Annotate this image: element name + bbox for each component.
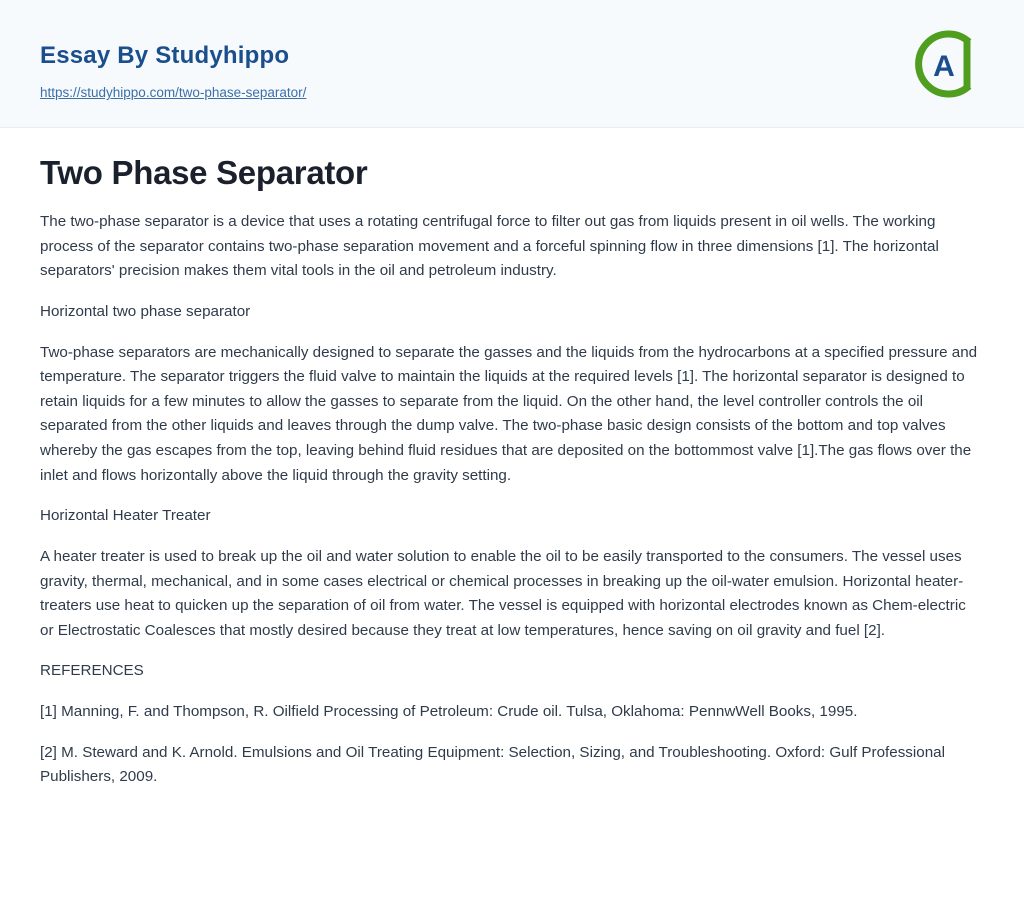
source-url-link[interactable]: https://studyhippo.com/two-phase-separator/ <box>40 85 307 100</box>
svg-text:A: A <box>933 50 955 83</box>
section-heading-horizontal-two-phase-separator: Horizontal two phase separator <box>40 302 251 320</box>
site-header <box>0 0 1024 128</box>
reference-item: [2] M. Steward and K. Arnold. Emulsions and Oil Treating Equipment: Selection, Sizing, and Troubleshooting. Oxford: Gulf Professional Publishers, 2009. <box>40 743 945 786</box>
letter-a-circle-logo-icon <box>906 26 982 102</box>
references-heading: REFERENCES <box>40 662 144 680</box>
section-body-horizontal-two-phase-separator: Two-phase separators are mechanically designed to separate the gasses and the liquids from the hydrocarbons at a specified pressure and temperature. The separator triggers the fluid valve to maintain the liquids at the required levels [1]. The horizontal separator is designed to retain liquids for a few minutes to allow the gasses to separate from the liquid. On the other hand, the level controller controls the oil separated from the other liquids and leaves through the dump valve. The two-phase basic design consists of the bottom and top valves whereby the gas escapes from the top, leaving behind fluid residues that are deposited on the bottommost valve [1].The gas flows over the inlet and flows horizontally above the liquid through the gravity setting. <box>40 343 978 484</box>
section-heading-horizontal-heater-treater: Horizontal Heater Treater <box>40 507 211 525</box>
intro-paragraph: The two-phase separator is a device that uses a rotating centrifugal force to filter out gas from liquids present in oil wells. The working process of the separator contains two-phase separation movement and a forceful spinning flow in three dimensions [1]. The horizontal separators' precision makes them vital tools in the oil and petroleum industry. <box>40 213 939 280</box>
article-body <box>0 128 1024 846</box>
reference-item: [1] Manning, F. and Thompson, R. Oilfield Processing of Petroleum: Crude oil. Tulsa, Oklahoma: PennwWell Books, 1995. <box>40 703 858 720</box>
section-body-horizontal-heater-treater: A heater treater is used to break up the oil and water solution to enable the oil to be easily transported to the consumers. The vessel uses gravity, thermal, mechanical, and in some cases electrical or chemical processes in breaking up the oil-water emulsion. Horizontal heater-treaters use heat to quicken up the separation of oil from water. The vessel is equipped with horizontal electrodes known as Chem-electric or Electrostatic Coalesces that mostly desired because they treat at low temperatures, hence saving on oil gravity and fuel [2]. <box>40 547 966 639</box>
page-title: Two Phase Separator <box>40 154 368 191</box>
site-brand-title: Essay By Studyhippo <box>40 42 290 69</box>
